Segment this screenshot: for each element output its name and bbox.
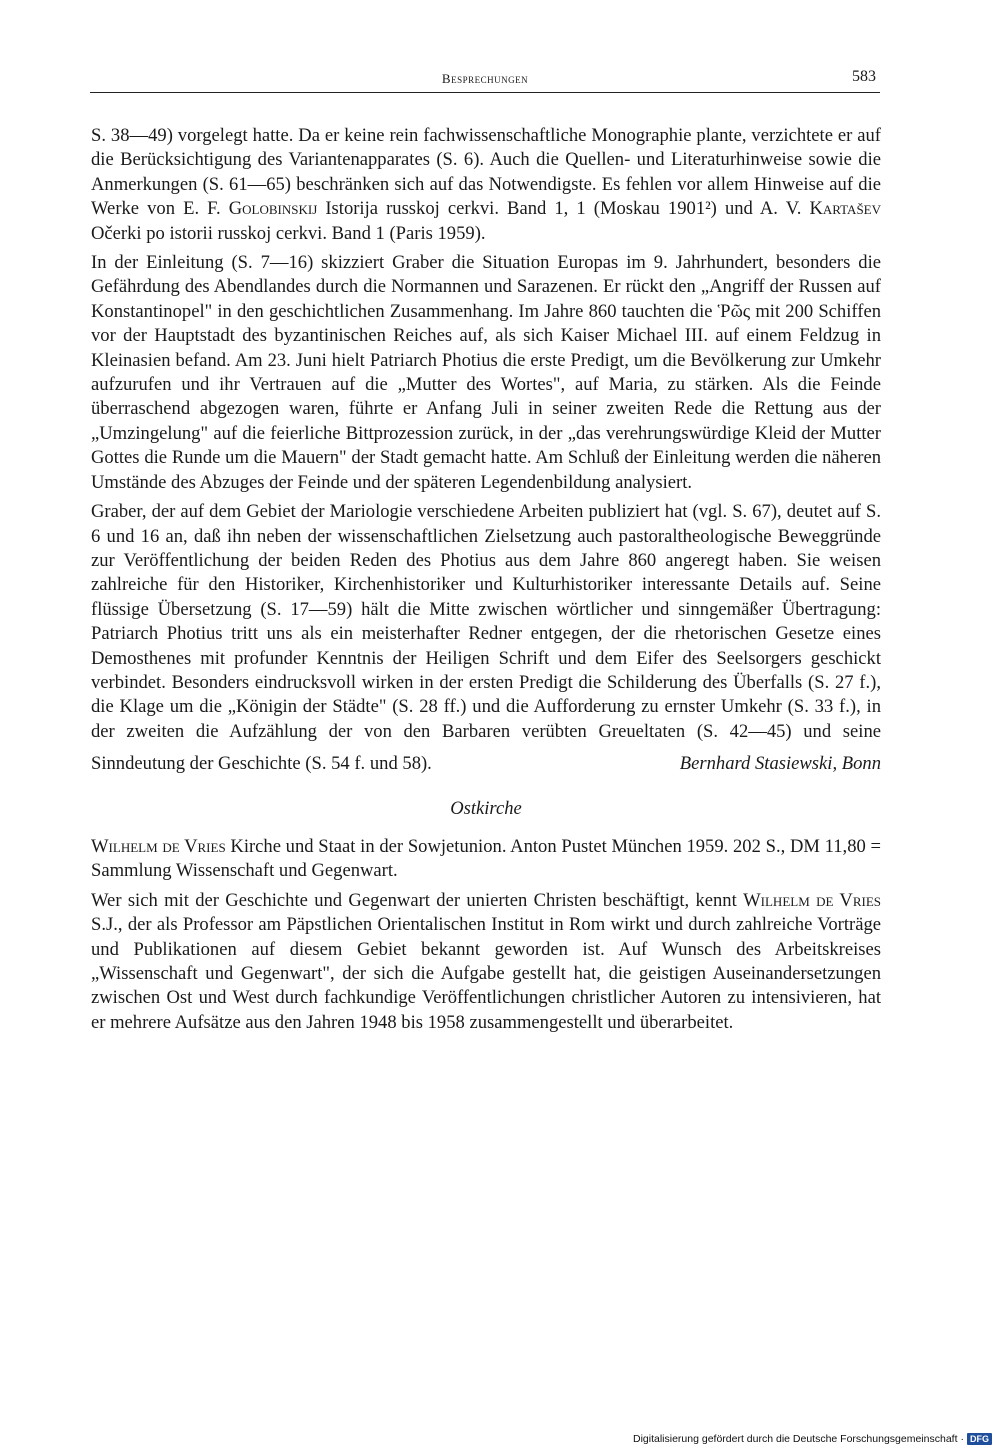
review1-p3-last-line	[91, 744, 881, 776]
review1-p1-text-a: S. 38—49) vorgelegt hatte. Da er keine rein fachwissenschaftliche Monographie plante, verzichtete er auf die Berücksichtigung des Variantenapparates (S. 6). Auch die Quellen- und Literaturhinweise sowie die Anmerkungen (S. 61—65) beschränken sich auf das Notwendigste. Es fehlen vor allem Hinweise auf die Werke von E. F.	[91, 125, 881, 220]
page-number: 583	[852, 68, 876, 85]
review1-p3-closing-text: Sinndeutung der Geschichte (S. 54 f. und 58).	[91, 753, 432, 775]
author-name-de-vries: Wilhelm de Vries	[743, 889, 881, 911]
section-heading: Ostkirche	[450, 797, 522, 819]
running-title: Besprechungen	[441, 71, 529, 86]
footer-text: Digitalisierung gefördert durch die Deutsche Forschungsgemeinschaft	[632, 1433, 958, 1445]
footer-separator: ·	[960, 1433, 964, 1445]
reviewer-signature: Bernhard Stasiewski, Bonn	[679, 753, 881, 775]
review1-paragraph-1	[91, 124, 881, 246]
review1-paragraph-2: In der Einleitung (S. 7—16) skizziert Graber die Situation Europas im 9. Jahrhundert, besonders die Gefährdung des Abendlandes durch die Normannen und Sarazenen. Er rückt den „Angriff der Russen auf Konstantinopel" in den geschichtlichen Zusammenhang. Im Jahre 860 tauchten die Ῥῶς mit 200 Schiffen vor der Hauptstadt des byzantinischen Reiches auf, als sich Kaiser Michael III. auf einem Feldzug in Kleinasien befand. Am 23. Juni hielt Patriarch Photius die erste Predigt, um die Bevölkerung zur Umkehr aufzurufen und ihr Vertrauen auf die „Mutter des Wortes", auf Maria, zu stärken. Als die Feinde überraschend abgezogen waren, führte er Anfang Juli in seiner zweiten Rede die Rettung aus der „Umzingelung" auf die feierliche Bittprozession zurück, in der „das verehrungswürdige Kleid der Mutter Gottes die Runde um die Mauern" der Stadt gemacht hatte. Am Schluß der Einleitung werden die näheren Umstände des Abzuges der Feinde und der späteren Legendenbildung analysiert.	[91, 252, 881, 493]
author-name-golobinskij: Golobinskij	[228, 198, 318, 220]
review1-p1-text-c: Očerki po istorii russkoj cerkvi. Band 1 (Paris 1959).	[91, 222, 486, 244]
digitization-footer	[633, 1433, 992, 1445]
citation-details: Kirche und Staat in der Sowjetunion. Anton Pustet München 1959. 202 S., DM 11,80 = Sammlung Wissenschaft und Gegenwart.	[91, 835, 881, 882]
review1-paragraph-3	[91, 500, 881, 776]
author-name-kartasev: Kartašev	[809, 198, 882, 220]
review1-p1-text-b: Istorija russkoj cerkvi. Band 1, 1 (Moskau 1901²) und A. V.	[317, 198, 810, 220]
dfg-logo-icon: DFG	[967, 1433, 992, 1445]
review2-paragraph-1	[91, 889, 881, 1035]
review1-p3-text: Graber, der auf dem Gebiet der Mariologie verschiedene Arbeiten publiziert hat (vgl. S. 67), deutet auf S. 6 und 16 an, daß ihn neben der wissenschaftlichen Zielsetzung auch pastoraltheologische Beweggründe zur Veröffentlichung der beiden Reden des Photius aus dem Jahre 860 angeregt haben. Sie weisen zahlreiche für den Historiker, Kirchenhistoriker und Kulturhistoriker interessante Details auf. Seine flüssige Übersetzung (S. 17—59) hält die Mitte zwischen wörtlicher und sinngemäßer Übertragung: Patriarch Photius tritt uns als ein meisterhafter Redner entgegen, der die rhetorischen Gesetze eines Demosthenes mit profunder Kenntnis der Heiligen Schrift und dem Eifer des Seelsorgers geschickt verbindet. Besonders eindrucksvoll wirken in der ersten Predigt die Schilderung des Überfalls (S. 27 f.), die Klage um die „Königin der Städte" (S. 28 ff.) und die Aufforderung zu ernster Umkehr (S. 33 f.), in der zweiten die Aufzählung der von den Barbaren verübten Greueltaten (S. 42—45) und seine	[91, 501, 881, 742]
running-header	[90, 68, 880, 93]
article-body	[91, 124, 881, 1040]
review2-p1-text-a: Wer sich mit der Geschichte und Gegenwart der unierten Christen beschäftigt, kennt	[91, 889, 744, 911]
citation-author: Wilhelm de Vries	[91, 835, 226, 857]
review2-citation	[91, 835, 881, 884]
review2-p1-text-b: S.J., der als Professor am Päpstlichen Orientalischen Institut in Rom wirkt und durch zahlreiche Vorträge und Publikationen auf diesem Gebiet bekannt geworden ist. Auf Wunsch des Arbeitskreises „Wissenschaft und Gegenwart", der sich die Aufgabe gestellt hat, die geistigen Auseinandersetzungen zwischen Ost und West durch fachkundige Veröffentlichungen christlicher Autoren zu intensivieren, hat er mehrere Aufsätze aus den Jahren 1948 bis 1958 zusammengestellt und überarbeitet.	[91, 914, 881, 1033]
